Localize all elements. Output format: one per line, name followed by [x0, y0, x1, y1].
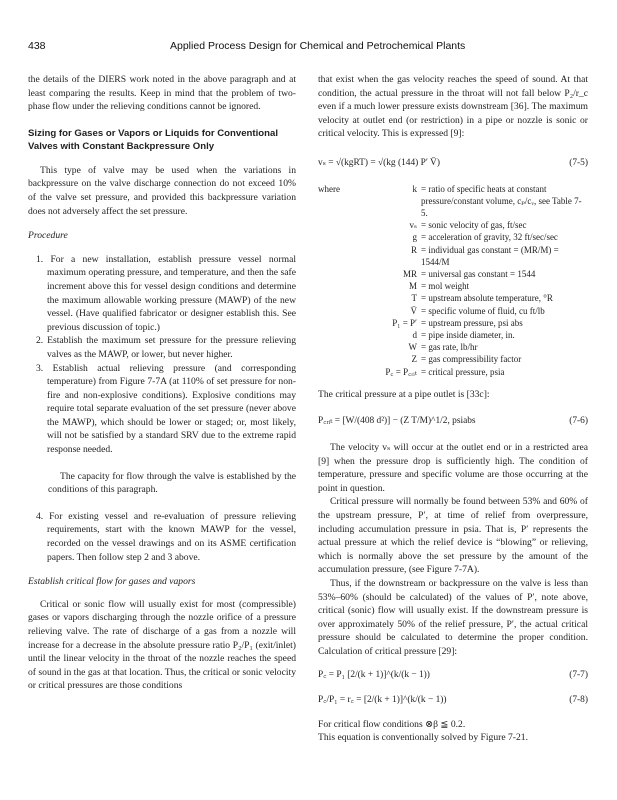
capacity-paragraph: The capacity for flow through the valve is established by the conditions of this paragraph. — [48, 470, 296, 496]
closing-line: This equation is conventionally solved by Figure 7-21. — [318, 732, 528, 744]
definition-row — [318, 366, 588, 378]
paragraph: Thus, if the downstream or backpressure on the valve is less than 53%–60% (should be calculated) of the values of P′, note above, critical (sonic) flow will usually exist. If the downstream pressure is over approximately 50% of the relief pressure, P′, the actual critical pressure should be calculated to determine the proper condition. Calculation of critical pressure [29]: — [318, 577, 588, 657]
intro-paragraph: the details of the DIERS work noted in the above paragraph and at least comparing the results. Keep in mind that the problem of two-phase flow under the relieving conditions cannot be ignored. — [28, 74, 296, 113]
definition-text: = critical pressure, psia — [421, 366, 505, 377]
running-title: Applied Process Design for Chemical and Petrochemical Plants — [170, 40, 466, 52]
paragraph: The critical pressure at a pipe outlet is [33c]: — [318, 388, 490, 400]
definition-row — [318, 353, 588, 365]
list-item: 4. For existing vessel and re-evaluation of pressure relieving requirements, start with the known MAWP for the vessel, recorded on the vessel drawings and on its ASME certification papers. Then follow step 2 and 3 above. — [36, 510, 296, 563]
list-item: 1. For a new installation, establish pressure vessel normal maximum operating pressure, and temperature, and then the safe increment above this for vessel design conditions and determine the maximum allowable working pressure (MAWP) of the new vessel. (Have qualified fabricator or designer establish this. See previous discussion of topic.) — [36, 253, 296, 333]
list-item: 2. Establish the maximum set pressure for the pressure relieving valves as the MAWP, or lower, but never higher. — [36, 335, 296, 360]
equation-number: (7-5) — [569, 157, 588, 168]
equation-7-7 — [318, 669, 588, 683]
page-number: 438 — [28, 40, 46, 52]
condition-line: For critical flow conditions ⊗β ≦ 0.2. — [318, 718, 466, 730]
equation-expression: P꜀ᵣᵢₜ = [W/(408 d²)] − (Z T/M)^1/2, psiabs — [318, 416, 476, 427]
equation-expression: P꜀/P₁ = r꜀ = [2/(k + 1)]^(k/(k − 1)) — [318, 695, 447, 706]
equation-expression: vₛ = √(kgRT) = √(kg (144) P′ V̄) — [318, 157, 440, 168]
equation-7-5 — [318, 157, 588, 171]
equation-7-6 — [318, 415, 588, 429]
paragraph: Critical pressure will normally be found between 53% and 60% of the upstream pressure, P′, at time of relief from overpressure, including accumulation pressure in psia. That is, P′ represents the actual pressure at which the relief device is “blowing” or relieving, which is normally above the set pressure by the amount of the accumulation pressure, (see Figure 7-7A). — [318, 496, 588, 576]
definition-symbol: R — [410, 244, 417, 255]
left-column — [28, 73, 296, 693]
definition-symbol: T — [411, 293, 417, 304]
paragraph: This type of valve may be used when the variations in backpressure on the valve discharge connection do not exceed 10% of the valve set pressure, and provided this backpressure variation does not adversely affect the set pressure. — [28, 164, 296, 217]
definition-text: = individual gas constant = (MR/M) = 1544/M — [421, 244, 559, 267]
definition-text: = gas rate, lb/hr — [421, 342, 478, 353]
equation-expression: P꜀ = P₁ [2/(k + 1)]^(k/(k − 1)) — [318, 669, 430, 680]
definition-symbol: W — [408, 342, 417, 353]
section-heading: Sizing for Gases or Vapors or Liquids for Conventional Valves with Constant Backpressure Only — [28, 127, 279, 152]
definition-symbol: g — [412, 232, 417, 243]
equation-7-8 — [318, 694, 588, 708]
definition-symbol: d — [412, 330, 417, 340]
definition-symbol: V̄ — [410, 305, 417, 316]
equation-number: (7-6) — [569, 416, 588, 427]
procedure-list — [28, 253, 296, 457]
definition-symbol: k — [412, 183, 417, 194]
definition-row — [318, 329, 588, 341]
paragraph: Critical or sonic flow will usually exist for most (compressible) gases or vapors discharging through the nozzle orifice of a pressure relieving valve. The rate of discharge of a gas from a nozzle will increase for a decrease in the absolute pressure ratio P₂/P₁ (exit/inlet) until the linear velocity in the throat of the nozzle reaches the speed of sound in the gas at that location. Thus, the critical or sonic velocity or critical pressures are those conditions — [28, 598, 296, 692]
definition-symbol: Z — [411, 354, 417, 365]
definition-row — [318, 292, 588, 304]
definition-row — [318, 231, 588, 243]
definition-row — [318, 341, 588, 353]
definition-row — [318, 317, 588, 329]
definition-text: = pipe inside diameter, in. — [421, 330, 515, 340]
where-label: where — [318, 183, 340, 194]
definition-symbol: M — [408, 281, 417, 292]
definition-row — [318, 305, 588, 317]
definition-row — [318, 280, 588, 292]
definition-text: = ratio of specific heats at constant pressure/constant volume, cₚ/cᵥ, see Table 7-5. — [421, 183, 582, 218]
definition-symbol: MR — [402, 268, 417, 279]
definition-text: = universal gas constant = 1544 — [421, 268, 536, 279]
definition-row — [318, 183, 588, 220]
definition-text: = mol weight — [421, 281, 470, 292]
definition-text: = specific volume of fluid, cu ft/lb — [421, 305, 545, 316]
variable-definitions — [318, 183, 588, 378]
definition-row — [318, 244, 588, 268]
right-column — [318, 73, 588, 745]
paragraph: that exist when the gas velocity reaches the speed of sound. At that condition, the actual pressure in the throat will not fall below P₂/r_c even if a much lower pressure exists downstream [36]. The maximum velocity at outlet end (or restriction) in a pipe or nozzle is sonic or critical velocity. This is expressed [9]: — [318, 74, 588, 140]
definition-text: = acceleration of gravity, 32 ft/sec/sec — [421, 232, 558, 243]
procedure-heading: Procedure — [28, 230, 68, 242]
definition-row — [318, 268, 588, 280]
equation-number: (7-8) — [569, 695, 588, 706]
list-item: 3. Establish actual relieving pressure (and corresponding temperature) from Figure 7-7A (at 110% of set pressure for non-fire and non-explosive conditions). Explosive conditions may require total separate evaluation of the set pressure (never above the MAWP), which should be lower or staged; or, most likely, will not be satisfied by a standard SRV due to the extreme rapid response needed. — [36, 362, 296, 456]
definition-row — [318, 219, 588, 231]
critical-flow-heading: Establish critical flow for gases and vapors — [28, 576, 196, 588]
definition-text: = upstream absolute temperature, °R — [421, 293, 553, 304]
equation-number: (7-7) — [569, 669, 588, 680]
definition-text: = upstream pressure, psi abs — [421, 317, 523, 328]
definition-text: = sonic velocity of gas, ft/sec — [421, 220, 527, 231]
definition-symbol: P₁ = P′ — [392, 317, 417, 328]
paragraph: The velocity vₛ will occur at the outlet end or in a restricted area [9] when the pressure drop is sufficiently high. The condition of temperature, pressure and specific volume are those occurring at the point in question. — [318, 442, 588, 494]
definition-symbol: P꜀ = P꜀ᵣᵢₜ — [385, 366, 417, 377]
definition-symbol: vₛ — [409, 220, 417, 231]
definition-text: = gas compressibility factor — [421, 354, 522, 365]
